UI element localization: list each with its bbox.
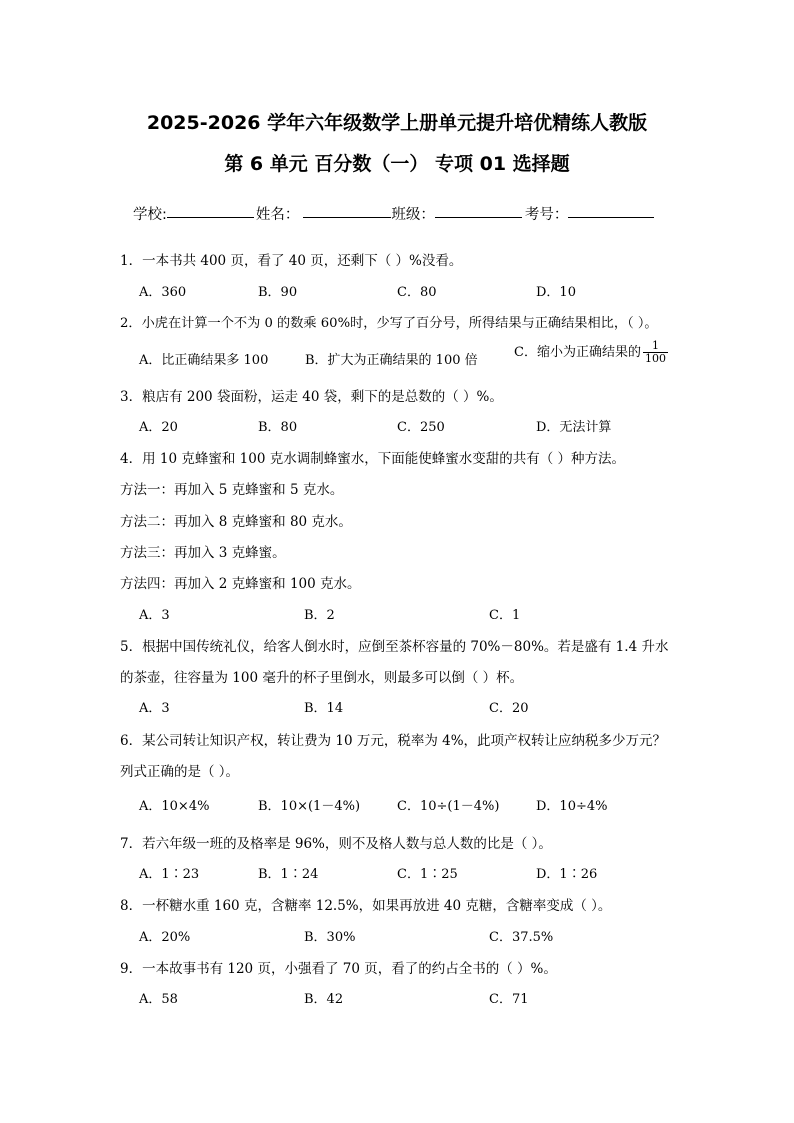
option-d: D．无法计算: [536, 420, 612, 435]
question-stem: 1．一本书共 400 页，看了 40 页，还剩下（ ）%没看。: [120, 253, 463, 269]
option-b: B．14: [304, 701, 344, 716]
option-b: B．扩大为正确结果的 100 倍: [305, 353, 478, 368]
question-stem: 4．用 10 克蜂蜜和 100 克水调制蜂蜜水，下面能使蜂蜜水变甜的共有（ ）种方法。: [120, 451, 625, 467]
option-c: C．250: [397, 420, 445, 435]
student-info-row: [133, 203, 654, 224]
option-d: D．10÷4%: [536, 799, 608, 814]
option-b: B．80: [258, 420, 298, 435]
name-label: 姓名：: [255, 207, 300, 223]
school-blank[interactable]: [167, 203, 254, 218]
method-line: 方法三：再加入 3 克蜂蜜。: [120, 545, 286, 561]
option-a: A．58: [139, 992, 178, 1007]
option-b: B．2: [304, 608, 335, 623]
option-c: C．71: [489, 992, 529, 1007]
option-a: A．1∶23: [139, 867, 200, 882]
fraction-denominator: 100: [644, 352, 666, 365]
option-a: A．20: [139, 420, 178, 435]
option-c: [514, 340, 668, 365]
question-stem: 6．某公司转让知识产权，转让费为 10 万元，税率为 4%，此项产权转让应纳税多少万元？: [120, 733, 667, 749]
method-line: 方法二：再加入 8 克蜂蜜和 80 克水。: [120, 514, 352, 530]
option-b: B．90: [258, 285, 298, 300]
option-b: B．42: [304, 992, 344, 1007]
class-blank[interactable]: [435, 203, 522, 218]
question-stem: 3．粮店有 200 袋面粉，运走 40 袋，剩下的是总数的（ ）%。: [120, 389, 503, 405]
option-c: C．1∶25: [397, 867, 458, 882]
option-a: A．360: [139, 285, 187, 300]
fraction: [643, 340, 668, 365]
page-subtitle: 第 6 单元 百分数（一） 专项 01 选择题: [224, 153, 570, 175]
question-stem-continued: 的茶壶，往容量为 100 毫升的杯子里倒水，则最多可以倒（ ）杯。: [120, 670, 524, 686]
exam-no-label: 考号：: [524, 207, 569, 223]
option-a: A．3: [139, 608, 170, 623]
question-stem: 5．根据中国传统礼仪，给客人倒水时，应倒至茶杯容量的 70%－80%。若是盛有 1.4 升水: [120, 639, 669, 655]
name-blank[interactable]: [303, 203, 391, 218]
option-c: C．80: [397, 285, 437, 300]
option-a: A．20%: [139, 930, 191, 945]
question-stem: 8．一杯糖水重 160 克，含糖率 12.5%，如果再放进 40 克糖，含糖率变成（ ）。: [120, 898, 612, 914]
option-c: C．1: [489, 608, 521, 623]
option-c: C．10÷(1－4%): [397, 799, 500, 814]
option-d: D．1∶26: [536, 867, 598, 882]
page-title: 2025-2026 学年六年级数学上册单元提升培优精练人教版: [146, 112, 648, 134]
question-stem: 2．小虎在计算一个不为 0 的数乘 60%时，少写了百分号，所得结果与正确结果相比，（ ）。: [120, 316, 658, 331]
option-a: A．3: [139, 701, 170, 716]
question-stem-continued: 列式正确的是（ ）。: [120, 764, 240, 780]
option-a: A．10×4%: [139, 799, 210, 814]
option-d: D．10: [536, 285, 576, 300]
option-c-text: C．缩小为正确结果的: [514, 345, 641, 360]
class-label: 班级：: [391, 207, 435, 223]
question-stem: 9．一本故事书有 120 页，小强看了 70 页，看了的约占全书的（ ）%。: [120, 961, 557, 977]
option-c: C．37.5%: [489, 930, 554, 945]
option-a: A．比正确结果多 100: [139, 353, 269, 368]
school-label: 学校:: [133, 207, 167, 223]
option-b: B．10×(1－4%): [258, 799, 361, 814]
option-c: C．20: [489, 701, 529, 716]
question-stem: 7．若六年级一班的及格率是 96%，则不及格人数与总人数的比是（ ）。: [120, 836, 552, 852]
method-line: 方法四：再加入 2 克蜂蜜和 100 克水。: [120, 576, 361, 592]
option-b: B．1∶24: [258, 867, 319, 882]
fraction-numerator: 1: [643, 340, 668, 353]
exam-no-blank[interactable]: [568, 203, 654, 218]
method-line: 方法一：再加入 5 克蜂蜜和 5 克水。: [120, 482, 344, 498]
option-b: B．30%: [304, 930, 356, 945]
